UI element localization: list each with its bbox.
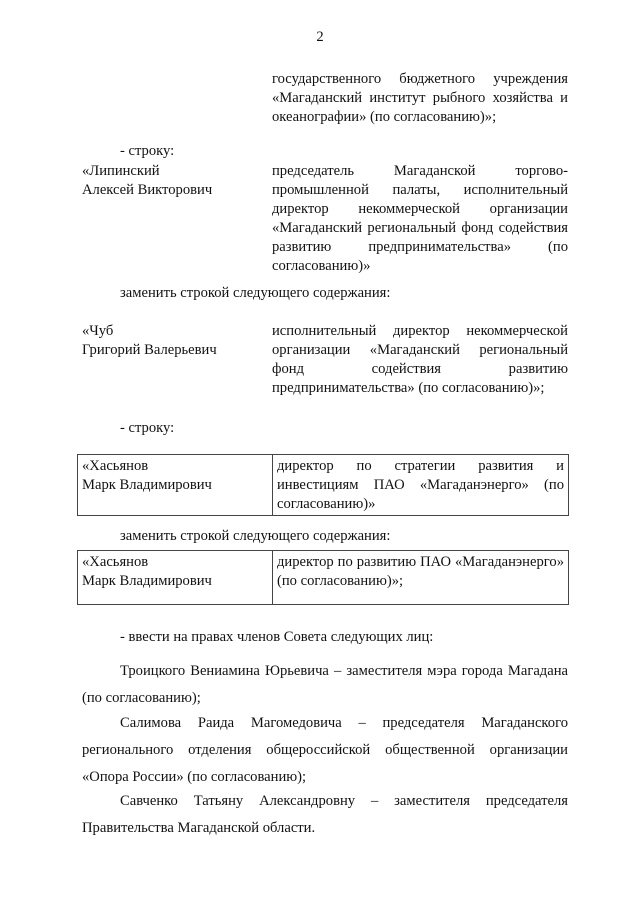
table-row [78, 455, 569, 516]
old-position-1: председатель Магаданской торгово-промышленной палаты, исполнительный директор некоммерческой организации «Магаданский региональный фонд содействия развитию предпринимательства» (по согласованию)» [272, 163, 568, 274]
old-given-name-2: Марк Владимирович [82, 477, 212, 493]
new-name-cell-2 [78, 551, 273, 605]
new-position-1: исполнительный директор некоммерческой организации «Магаданский региональный фонд содействия развитию предпринимательства» (по согласованию)»; [272, 323, 568, 396]
dash-label-2: - строку: [120, 420, 175, 436]
new-entry-table-2 [77, 550, 569, 605]
dash-label-1: - строку: [120, 143, 175, 159]
replace-label-1: заменить строкой следующего содержания: [120, 285, 391, 301]
new-given-name-1: Григорий Валерьевич [82, 342, 217, 358]
page-number: 2 [316, 29, 324, 45]
new-position-cell-2: директор по развитию ПАО «Магаданэнерго» (по согласованию)»; [273, 551, 569, 605]
member-paragraph-2: Салимова Раида Магомедовича – председателя Магаданского регионального отделения общероссийской общественной организации «Опора России» (по согласованию); [82, 715, 568, 785]
new-surname-1: «Чуб [82, 323, 114, 339]
old-entry-table-2 [77, 454, 569, 516]
continuation-text: государственного бюджетного учреждения «Магаданский институт рыбного хозяйства и океанографии» (по согласованию)»; [272, 71, 568, 125]
table-row [78, 551, 569, 605]
old-surname-1: «Липинский [82, 163, 160, 179]
old-name-1 [82, 162, 257, 200]
introduce-label: - ввести на правах членов Совета следующих лиц: [120, 629, 434, 645]
old-given-name-1: Алексей Викторович [82, 182, 213, 198]
replace-label-2: заменить строкой следующего содержания: [120, 528, 391, 544]
old-surname-2: «Хасьянов [82, 458, 149, 474]
old-position-cell-2: директор по стратегии развития и инвестициям ПАО «Магаданэнерго» (по согласованию)» [273, 455, 569, 516]
member-paragraph-3: Савченко Татьяну Александровну – заместителя председателя Правительства Магаданской области. [82, 793, 568, 836]
old-name-cell-2 [78, 455, 273, 516]
new-surname-2: «Хасьянов [82, 554, 149, 570]
member-paragraph-1: Троицкого Вениамина Юрьевича – заместителя мэра города Магадана (по согласованию); [82, 663, 568, 706]
new-given-name-2: Марк Владимирович [82, 573, 212, 589]
new-name-1 [82, 322, 257, 360]
